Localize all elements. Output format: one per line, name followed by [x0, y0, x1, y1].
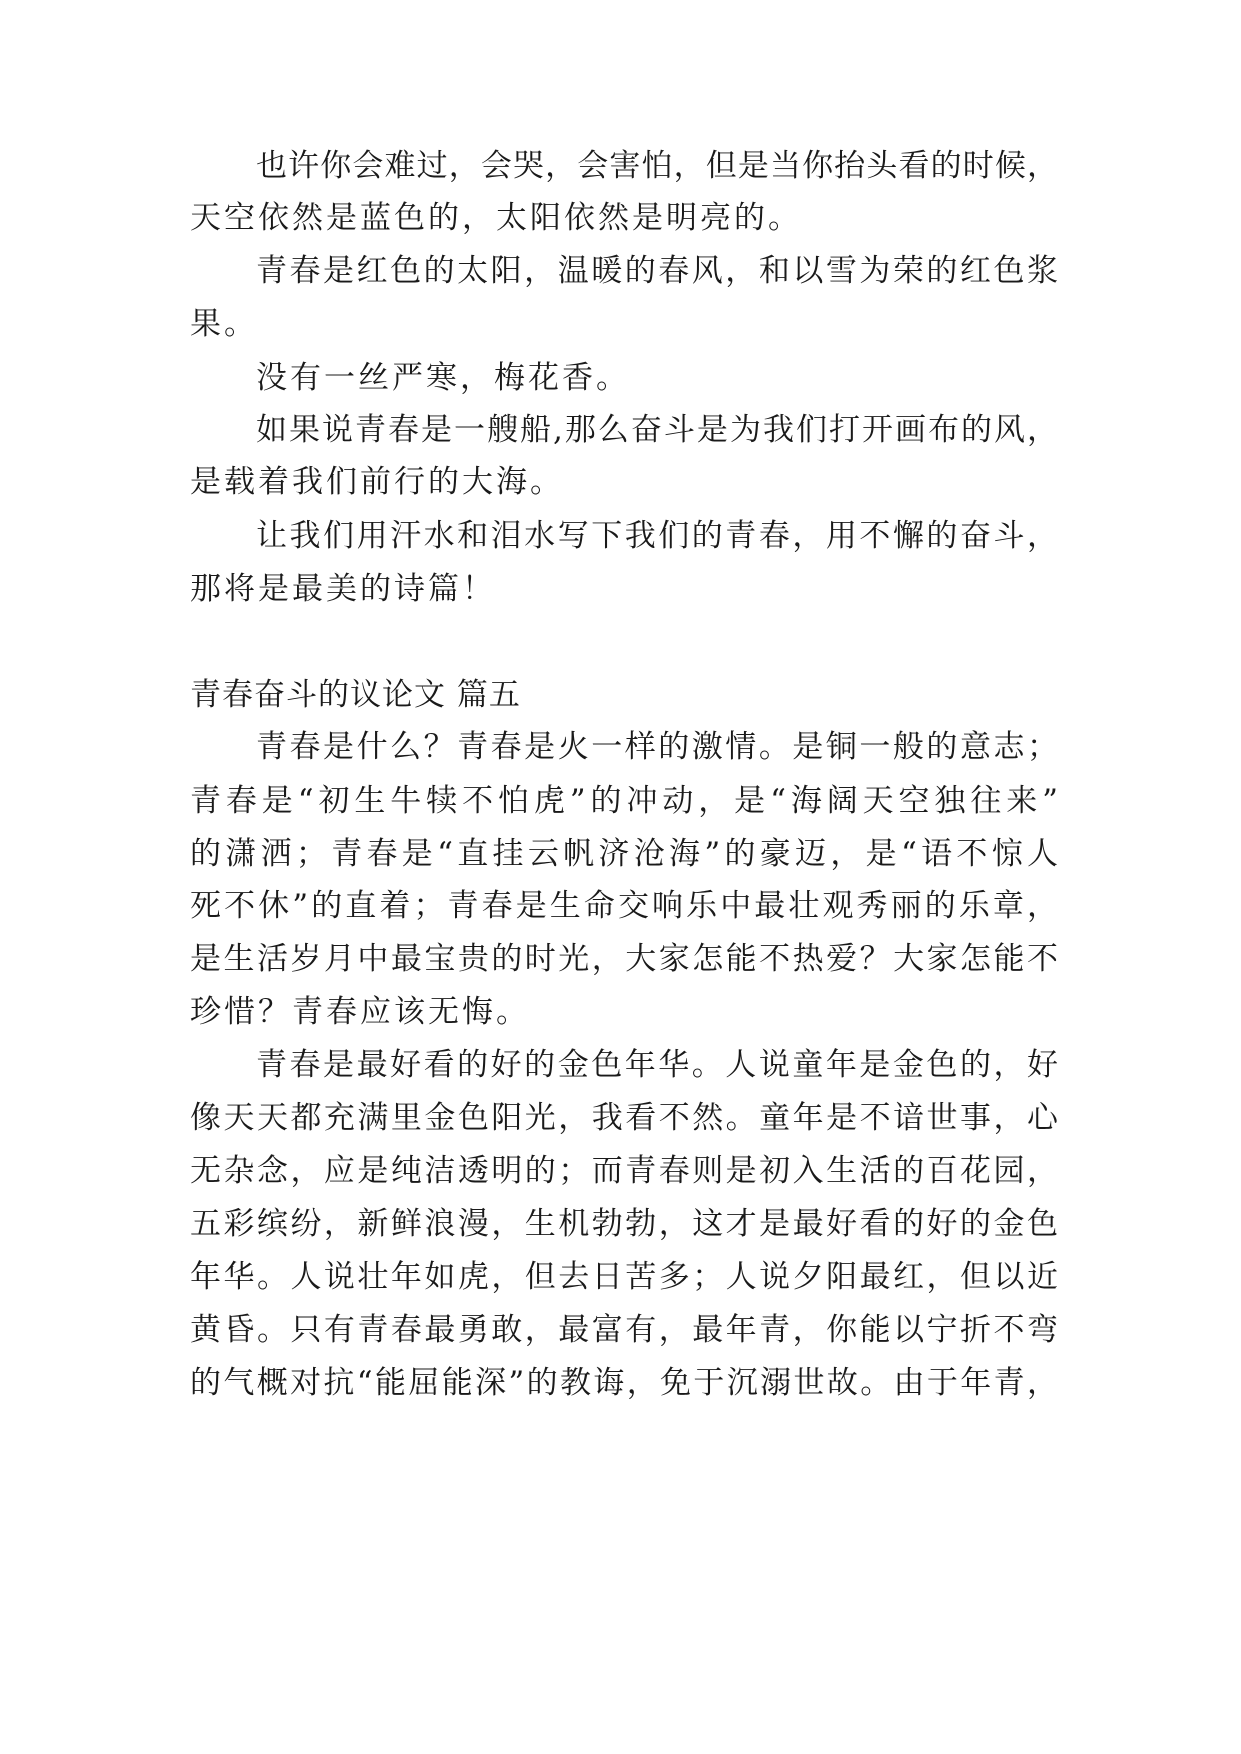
paragraph-7-line-5: 年华。人说壮年如虎，但去日苦多；人说夕阳最红，但以近: [190, 1259, 1058, 1295]
paragraph-1-line-2: 天空依然是蓝色的，太阳依然是明亮的。: [190, 200, 802, 236]
paragraph-1-line-1: 也许你会难过，会哭，会害怕，但是当你抬头看的时候，: [256, 148, 1058, 184]
paragraph-4-line-1: 如果说青春是一艘船,那么奋斗是为我们打开画布的风，: [256, 412, 1058, 448]
paragraph-7-line-7: 的气概对抗“能屈能深”的教诲，免于沉溺世故。由于年青，: [190, 1365, 1058, 1401]
paragraph-4-line-2: 是载着我们前行的大海。: [190, 464, 564, 500]
paragraph-5-line-1: 让我们用汗水和泪水写下我们的青春，用不懈的奋斗，: [256, 518, 1058, 554]
paragraph-6-line-3: 的潇洒；青春是“直挂云帆济沧海”的豪迈，是“语不惊人: [190, 836, 1058, 872]
paragraph-6-line-4: 死不休”的直着；青春是生命交响乐中最壮观秀丽的乐章，: [190, 888, 1058, 924]
paragraph-5-line-2: 那将是最美的诗篇！: [190, 571, 496, 607]
paragraph-6-line-2: 青春是“初生牛犊不怕虎”的冲动，是“海阔天空独往来”: [190, 783, 1058, 819]
paragraph-2-line-1: 青春是红色的太阳，温暖的春风，和以雪为荣的红色浆: [256, 253, 1058, 289]
section-heading: 青春奋斗的议论文 篇五: [190, 677, 521, 713]
paragraph-7-line-6: 黄昏。只有青春最勇敢，最富有，最年青，你能以宁折不弯: [190, 1312, 1058, 1348]
paragraph-6-line-1: 青春是什么？青春是火一样的激情。是铜一般的意志；: [256, 729, 1058, 765]
paragraph-7-line-4: 五彩缤纷，新鲜浪漫，生机勃勃，这才是最好看的好的金色: [190, 1206, 1058, 1242]
paragraph-3-line-1: 没有一丝严寒，梅花香。: [256, 360, 630, 396]
paragraph-6-line-6: 珍惜？青春应该无悔。: [190, 994, 530, 1030]
paragraph-2-line-2: 果。: [190, 306, 258, 342]
paragraph-7-line-1: 青春是最好看的好的金色年华。人说童年是金色的，好: [256, 1047, 1058, 1083]
paragraph-7-line-3: 无杂念，应是纯洁透明的；而青春则是初入生活的百花园，: [190, 1153, 1058, 1189]
paragraph-7-line-2: 像天天都充满里金色阳光，我看不然。童年是不谙世事，心: [190, 1100, 1058, 1136]
paragraph-6-line-5: 是生活岁月中最宝贵的时光，大家怎能不热爱？大家怎能不: [190, 941, 1058, 977]
